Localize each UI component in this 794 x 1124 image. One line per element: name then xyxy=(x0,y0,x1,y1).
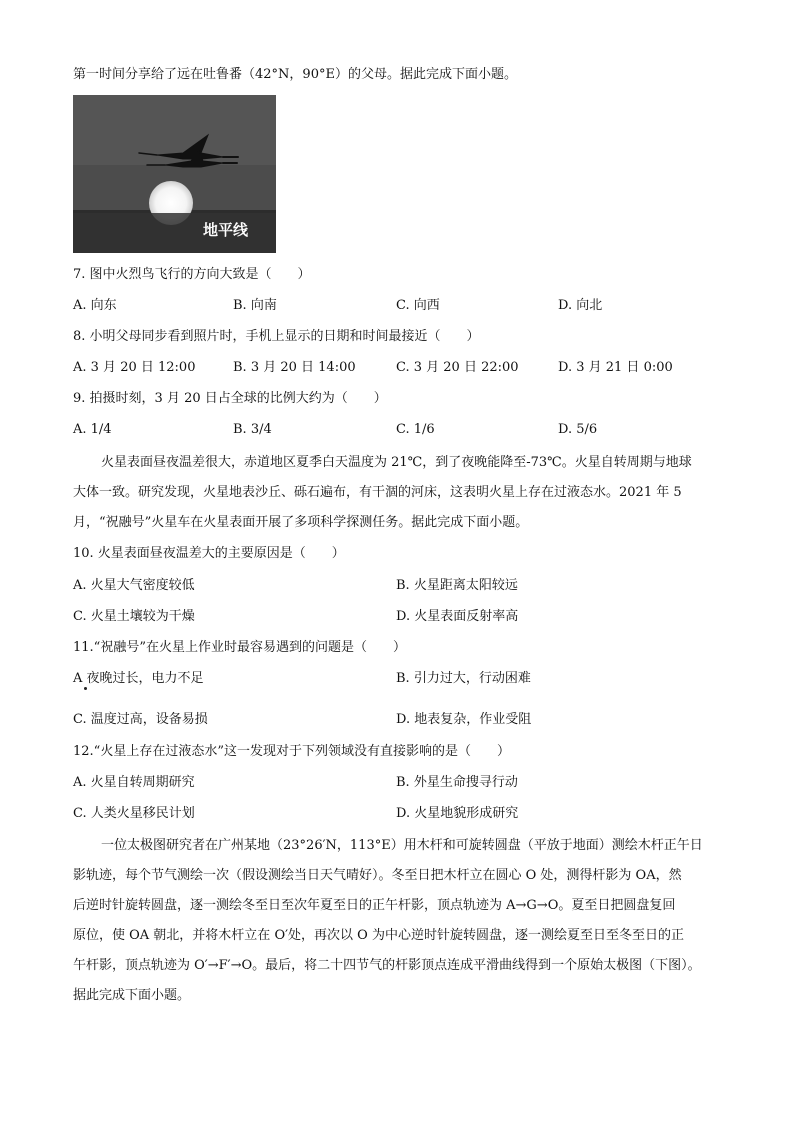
question-8-option-b[interactable]: B. 3 月 20 日 14:00 xyxy=(233,360,356,375)
question-10-option-d[interactable]: D. 火星表面反射率高 xyxy=(396,609,519,624)
question-9-stem: 9. 拍摄时刻，3 月 20 日占全球的比例大约为（ ） xyxy=(73,391,387,406)
question-12-option-d[interactable]: D. 火星地貌形成研究 xyxy=(396,806,519,821)
taiji-passage-line-1: 一位太极图研究者在广州某地（23°26′N，113°E）用木杆和可旋转圆盘（平放于地面）测绘木杆正午日 xyxy=(101,838,703,853)
stray-dot xyxy=(84,687,87,690)
question-10-option-c[interactable]: C. 火星土壤较为干燥 xyxy=(73,609,195,624)
question-8-option-d[interactable]: D. 3 月 21 日 0:00 xyxy=(558,360,673,375)
flamingo-photo xyxy=(73,95,276,253)
taiji-passage-line-3: 后逆时针旋转圆盘，逐一测绘冬至日至次年夏至日的正午杆影，顶点轨迹为 A→G→O。夏至日把圆盘复回 xyxy=(73,898,676,913)
question-12-option-c[interactable]: C. 人类火星移民计划 xyxy=(73,806,195,821)
mars-passage-line-1: 火星表面昼夜温差很大，赤道地区夏季白天温度为 21℃，到了夜晚能降至-73℃。火星自转周期与地球 xyxy=(101,455,692,470)
question-8-option-c[interactable]: C. 3 月 20 日 22:00 xyxy=(396,360,519,375)
question-12-option-a[interactable]: A. 火星自转周期研究 xyxy=(73,775,195,790)
mars-passage-line-3: 月，“祝融号”火星车在火星表面开展了多项科学探测任务。据此完成下面小题。 xyxy=(73,515,529,530)
question-8-stem: 8. 小明父母同步看到照片时，手机上显示的日期和时间最接近（ ） xyxy=(73,329,480,344)
question-8-option-a[interactable]: A. 3 月 20 日 12:00 xyxy=(73,360,196,375)
question-11-option-c[interactable]: C. 温度过高，设备易损 xyxy=(73,712,208,727)
question-12-stem: 12.“火星上存在过液态水”这一发现对于下列领域没有直接影响的是（ ） xyxy=(73,744,510,759)
question-7-option-c[interactable]: C. 向西 xyxy=(396,298,440,313)
question-11-option-d[interactable]: D. 地表复杂，作业受阻 xyxy=(396,712,532,727)
question-10-stem: 10. 火星表面昼夜温差大的主要原因是（ ） xyxy=(73,546,345,561)
question-9-option-a[interactable]: A. 1/4 xyxy=(73,422,112,437)
question-11-stem: 11.“祝融号”在火星上作业时最容易遇到的问题是（ ） xyxy=(73,640,406,655)
question-11-option-b[interactable]: B. 引力过大，行动困难 xyxy=(396,671,531,686)
question-7-stem: 7. 图中火烈鸟飞行的方向大致是（ ） xyxy=(73,267,311,282)
question-12-option-b[interactable]: B. 外星生命搜寻行动 xyxy=(396,775,518,790)
question-10-option-a[interactable]: A. 火星大气密度较低 xyxy=(73,578,195,593)
intro-text: 第一时间分享给了远在吐鲁番（42°N，90°E）的父母。据此完成下面小题。 xyxy=(73,67,517,82)
question-7-option-b[interactable]: B. 向南 xyxy=(233,298,277,313)
taiji-passage-line-4: 原位，使 OA 朝北，并将木杆立在 O′处，再次以 O 为中心逆时针旋转圆盘，逐一测绘夏至日至冬至日的正 xyxy=(73,928,684,943)
question-10-option-b[interactable]: B. 火星距离太阳较远 xyxy=(396,578,518,593)
question-9-option-c[interactable]: C. 1/6 xyxy=(396,422,435,437)
question-7-option-d[interactable]: D. 向北 xyxy=(558,298,603,313)
question-7-option-a[interactable]: A. 向东 xyxy=(73,298,117,313)
taiji-passage-line-5: 午杆影，顶点轨迹为 O′→F′→O。最后，将二十四节气的杆影顶点连成平滑曲线得到一个原始太极图（下图）。 xyxy=(73,958,701,973)
taiji-passage-line-2: 影轨迹，每个节气测绘一次（假设测绘当日天气晴好）。冬至日把木杆立在圆心 O 处，测得杆影为 OA，然 xyxy=(73,868,682,883)
question-9-option-b[interactable]: B. 3/4 xyxy=(233,422,272,437)
question-11-option-a[interactable]: A 夜晚过长，电力不足 xyxy=(73,671,204,686)
question-9-option-d[interactable]: D. 5/6 xyxy=(558,422,598,437)
horizon-label: 地平线 xyxy=(203,221,249,239)
mars-passage-line-2: 大体一致。研究发现，火星地表沙丘、砾石遍布，有干涸的河床，这表明火星上存在过液态水。2021 年 5 xyxy=(73,485,682,500)
taiji-passage-line-6: 据此完成下面小题。 xyxy=(73,988,191,1003)
